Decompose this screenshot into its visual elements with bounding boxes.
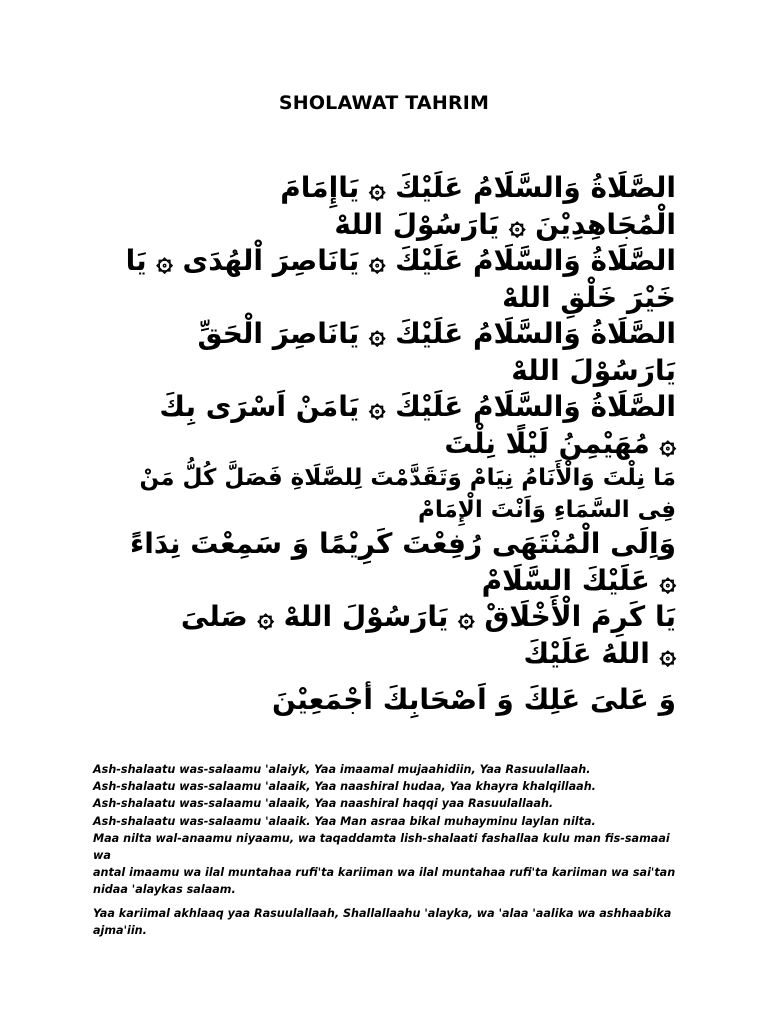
transliteration-line: antal imaamu wa ilal muntahaa rufi'ta kariiman wa ilal muntahaa rufi'ta kariiman wa sai'tan (93, 866, 676, 880)
arabic-line: فِى السَّمَاءِ وَاَنْتَ الْإِمَامْ (418, 497, 676, 523)
transliteration-line: Yaa kariimal akhlaaq yaa Rasuulallaah, Shallallaahu 'alayka, wa 'alaa 'aalika wa ashhaabika (93, 906, 672, 920)
transliteration-line: Ash-shalaatu was-salaamu 'alaaik, Yaa naashiral hudaa, Yaa khayra khalqillaah. (93, 780, 596, 794)
transliteration-line: Ash-shalaatu was-salaamu 'alaaik. Yaa Man asraa bikal muhayminu laylan nilta. (93, 814, 596, 828)
transliteration-line: nidaa 'alaykas salaam. (93, 883, 236, 897)
arabic-line: ۞ مُهَيْمِنُ لَيْلًا نِلْتَ (444, 426, 676, 460)
arabic-line: ۞ عَلَيْكَ السَّلَامْ (481, 563, 676, 597)
transliteration-block (93, 761, 683, 939)
arabic-line: الصَّلَاةُ وَالسَّلَامُ عَلَيْكَ ۞ يَامَنْ اَسْرَى بِكَ (159, 390, 676, 423)
arabic-line: الْمُجَاهِدِيْنَ ۞ يَارَسُوْلَ اللهْ (334, 207, 676, 241)
transliteration-line: ajma'iin. (93, 923, 147, 937)
arabic-line: ۞ اللهُ عَلَيْكَ (523, 636, 676, 670)
arabic-line: يَارَسُوْلَ اللهْ (511, 353, 676, 387)
arabic-text-block (90, 170, 676, 719)
arabic-line: الصَّلَاةُ وَالسَّلَامُ عَلَيْكَ ۞ يَاإِمَامَ (280, 171, 676, 204)
arabic-line: وَاِلَى الْمُنْتَهَى رُفِعْتَ كَرِيْمًا وَ سَمِعْتَ نِدَاءً (129, 527, 676, 560)
arabic-line: مَا نِلْتَ وَالْأَنَامُ نِيَامْ وَتَقَدَّمْتَ لِلصَّلَاةِ فَصَلَّ كُلُّ مَنْ (139, 465, 676, 491)
transliteration-line: Ash-shalaatu was-salaamu 'alaiyk, Yaa imaamal mujaahidiin, Yaa Rasuulallaah. (93, 763, 591, 776)
arabic-line: وَ عَلىَ عَلِكَ وَ اَصْحَابِكَ أجْمَعِيْنَ (272, 683, 676, 716)
document-title: SHOLAWAT TAHRIM (278, 92, 490, 114)
arabic-line: يَا كَرِمَ الْأَخْلَاقْ ۞ يَارَسُوْلَ اللهْ ۞ صَلىَ (180, 600, 676, 633)
arabic-line: الصَّلَاةُ وَالسَّلَامُ عَلَيْكَ ۞ يَانَاصِرَ اْلهُدَى ۞ يَا (125, 244, 676, 277)
arabic-line: خَيْرَ خَلْقِ اللهْ (502, 280, 676, 314)
arabic-line: الصَّلَاةُ وَالسَّلَامُ عَلَيْكَ ۞ يَانَاصِرَ الْحَقِّ (197, 317, 676, 350)
transliteration-line: Ash-shalaatu was-salaamu 'alaaik, Yaa naashiral haqqi yaa Rasuulallaah. (93, 797, 554, 811)
transliteration-line: Maa nilta wal-anaamu niyaamu, wa taqaddamta lish-shalaati fashallaa kulu man fis-samaai wa (93, 831, 670, 863)
